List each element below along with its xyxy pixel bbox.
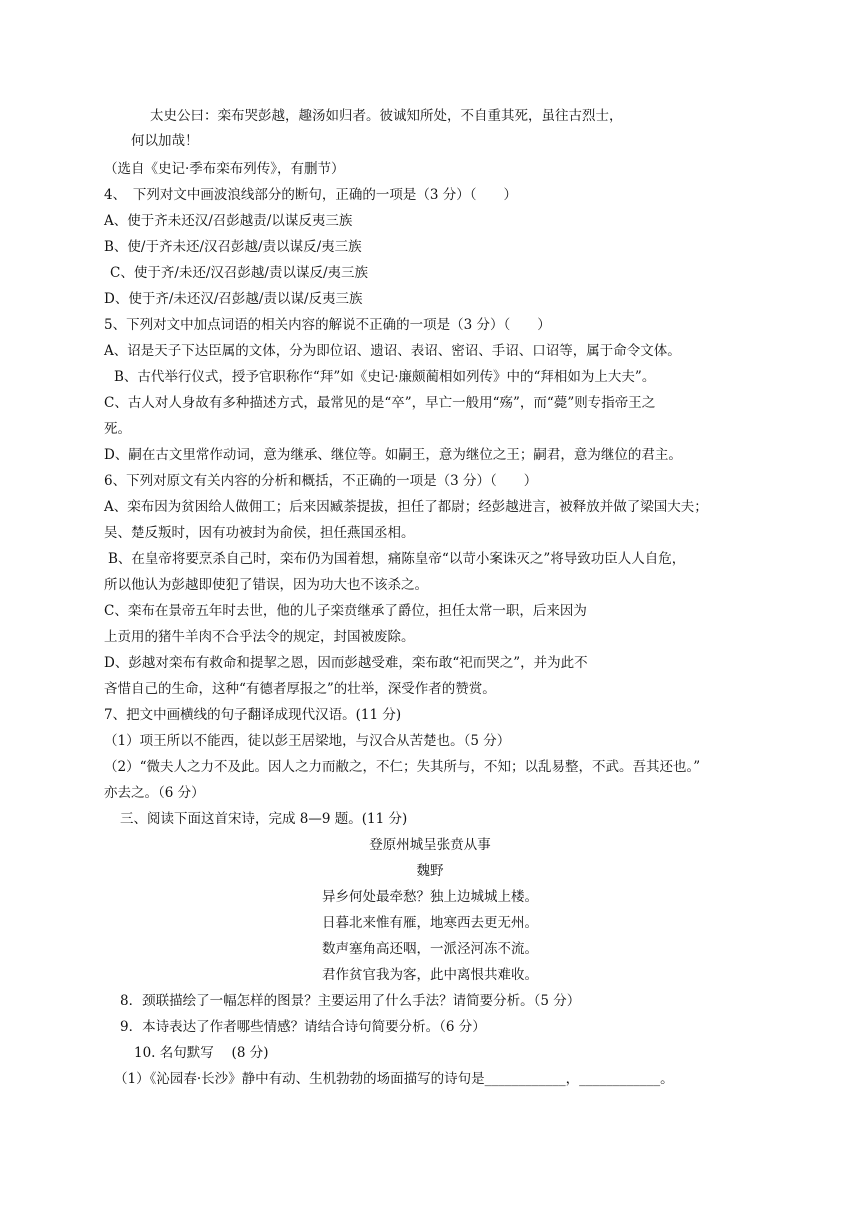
poem-author: 魏野 bbox=[416, 863, 444, 879]
question-5: 5、下列对文中加点词语的相关内容的解说不正确的一项是（3 分）（ ） bbox=[104, 317, 551, 333]
question-6-option-c-cont: 上贡用的猪牛羊肉不合乎法令的规定，封国被废除。 bbox=[104, 629, 415, 645]
question-7-part-2-cont: 亦去之。（6 分） bbox=[104, 785, 205, 801]
question-5-option-d: D、嗣在古文里常作动词，意为继承、继位等。如嗣王，意为继位之王；嗣君，意为继位的君主。 bbox=[104, 447, 682, 463]
question-5-option-b: B、古代举行仪式，授予官职称作“拜”如《史记·廉颇蔺相如列传》中的“拜相如为上大夫”。 bbox=[114, 369, 656, 385]
question-6-option-c: C、栾布在景帝五年时去世，他的儿子栾贲继承了爵位，担任太常一职，后来因为 bbox=[104, 603, 587, 619]
question-5-option-a: A、诏是天子下达臣属的文体，分为即位诏、遗诏、表诏、密诏、手诏、口诏等，属于命令文体。 bbox=[104, 343, 681, 359]
question-8: 8．颈联描绘了一幅怎样的图景？主要运用了什么手法？请简要分析。（5 分） bbox=[120, 993, 581, 1009]
source-note: （选自《史记·季布栾布列传》，有删节） bbox=[104, 161, 345, 177]
question-6-option-b-cont: 所以他认为彭越即使犯了错误，因为功大也不该杀之。 bbox=[104, 577, 428, 593]
question-4-option-d: D、使于齐/未还汉/召彭越/责以谋/反夷三族 bbox=[104, 291, 363, 307]
question-7: 7、把文中画横线的句子翻译成现代汉语。(11 分) bbox=[104, 707, 402, 723]
poem-line-3: 数声塞角高还咽，一派泾河冻不流。 bbox=[322, 941, 538, 957]
passage-comment-line-1: 太史公曰：栾布哭彭越，趣汤如归者。彼诚知所处，不自重其死，虽往古烈士， bbox=[150, 108, 623, 124]
question-5-option-c-cont: 死。 bbox=[104, 421, 131, 437]
question-6-option-a-cont: 吴、楚反叛时，因有功被封为俞侯，担任燕国丞相。 bbox=[104, 525, 415, 541]
question-7-part-2: （2）“微夫人之力不及此。因人之力而敝之，不仁；失其所与，不知；以乱易整，不武。吾其还也。” bbox=[104, 759, 701, 775]
question-10-part-1: （1）《沁园春·长沙》静中有动、生机勃勃的场面描写的诗句是____________，____________。 bbox=[114, 1071, 674, 1087]
question-10: 10. 名句默写 (8 分) bbox=[134, 1045, 269, 1061]
question-9: 9．本诗表达了作者哪些情感？请结合诗句简要分析。（6 分） bbox=[120, 1019, 486, 1035]
poem-title: 登原州城呈张贲从事 bbox=[369, 837, 491, 853]
question-4: 4、 下列对文中画波浪线部分的断句，正确的一项是（3 分）（ ） bbox=[104, 187, 517, 203]
poem-line-4: 君作贫官我为客，此中离恨共难收。 bbox=[322, 967, 538, 983]
section-3-heading: 三、阅读下面这首宋诗，完成 8—9 题。(11 分) bbox=[120, 811, 408, 827]
passage-comment-line-2: 何以加哉！ bbox=[131, 133, 199, 149]
poem-line-2: 日暮北来惟有雁，地寒西去更无州。 bbox=[322, 915, 538, 931]
question-7-part-1: （1）项王所以不能西，徒以彭王居梁地，与汉合从苦楚也。（5 分） bbox=[104, 733, 511, 749]
question-6-option-b: B、在皇帝将要烹杀自己时，栾布仍为国着想，痛陈皇帝“以苛小案诛灭之”将导致功臣人人自危， bbox=[108, 551, 686, 567]
question-4-option-b: B、使/于齐未还/汉召彭越/责以谋反/夷三族 bbox=[104, 239, 362, 255]
question-4-option-a: A、使于齐未还汉/召彭越责/以谋反夷三族 bbox=[104, 213, 353, 229]
question-6-option-d: D、彭越对栾布有救命和提挈之恩，因而彭越受难，栾布敢“祀而哭之”，并为此不 bbox=[104, 655, 588, 671]
poem-line-1: 异乡何处最牵愁？独上边城城上楼。 bbox=[322, 889, 538, 905]
question-6-option-a: A、栾布因为贫困给人做佣工；后来因臧荼提拔，担任了都尉；经彭越进言，被释放并做了梁国大夫； bbox=[104, 499, 708, 515]
question-6: 6、下列对原文有关内容的分析和概括，不正确的一项是（3 分）（ ） bbox=[104, 473, 538, 489]
question-4-option-c: C、使于齐/未还/汉召彭越/责以谋反/夷三族 bbox=[110, 265, 369, 281]
question-6-option-d-cont: 吝惜自己的生命，这种“有德者厚报之”的壮举，深受作者的赞赏。 bbox=[104, 681, 496, 697]
question-5-option-c: C、古人对人身故有多种描述方式，最常见的是“卒”，早亡一般用“殇”，而“薨”则专指帝王之 bbox=[104, 395, 656, 411]
